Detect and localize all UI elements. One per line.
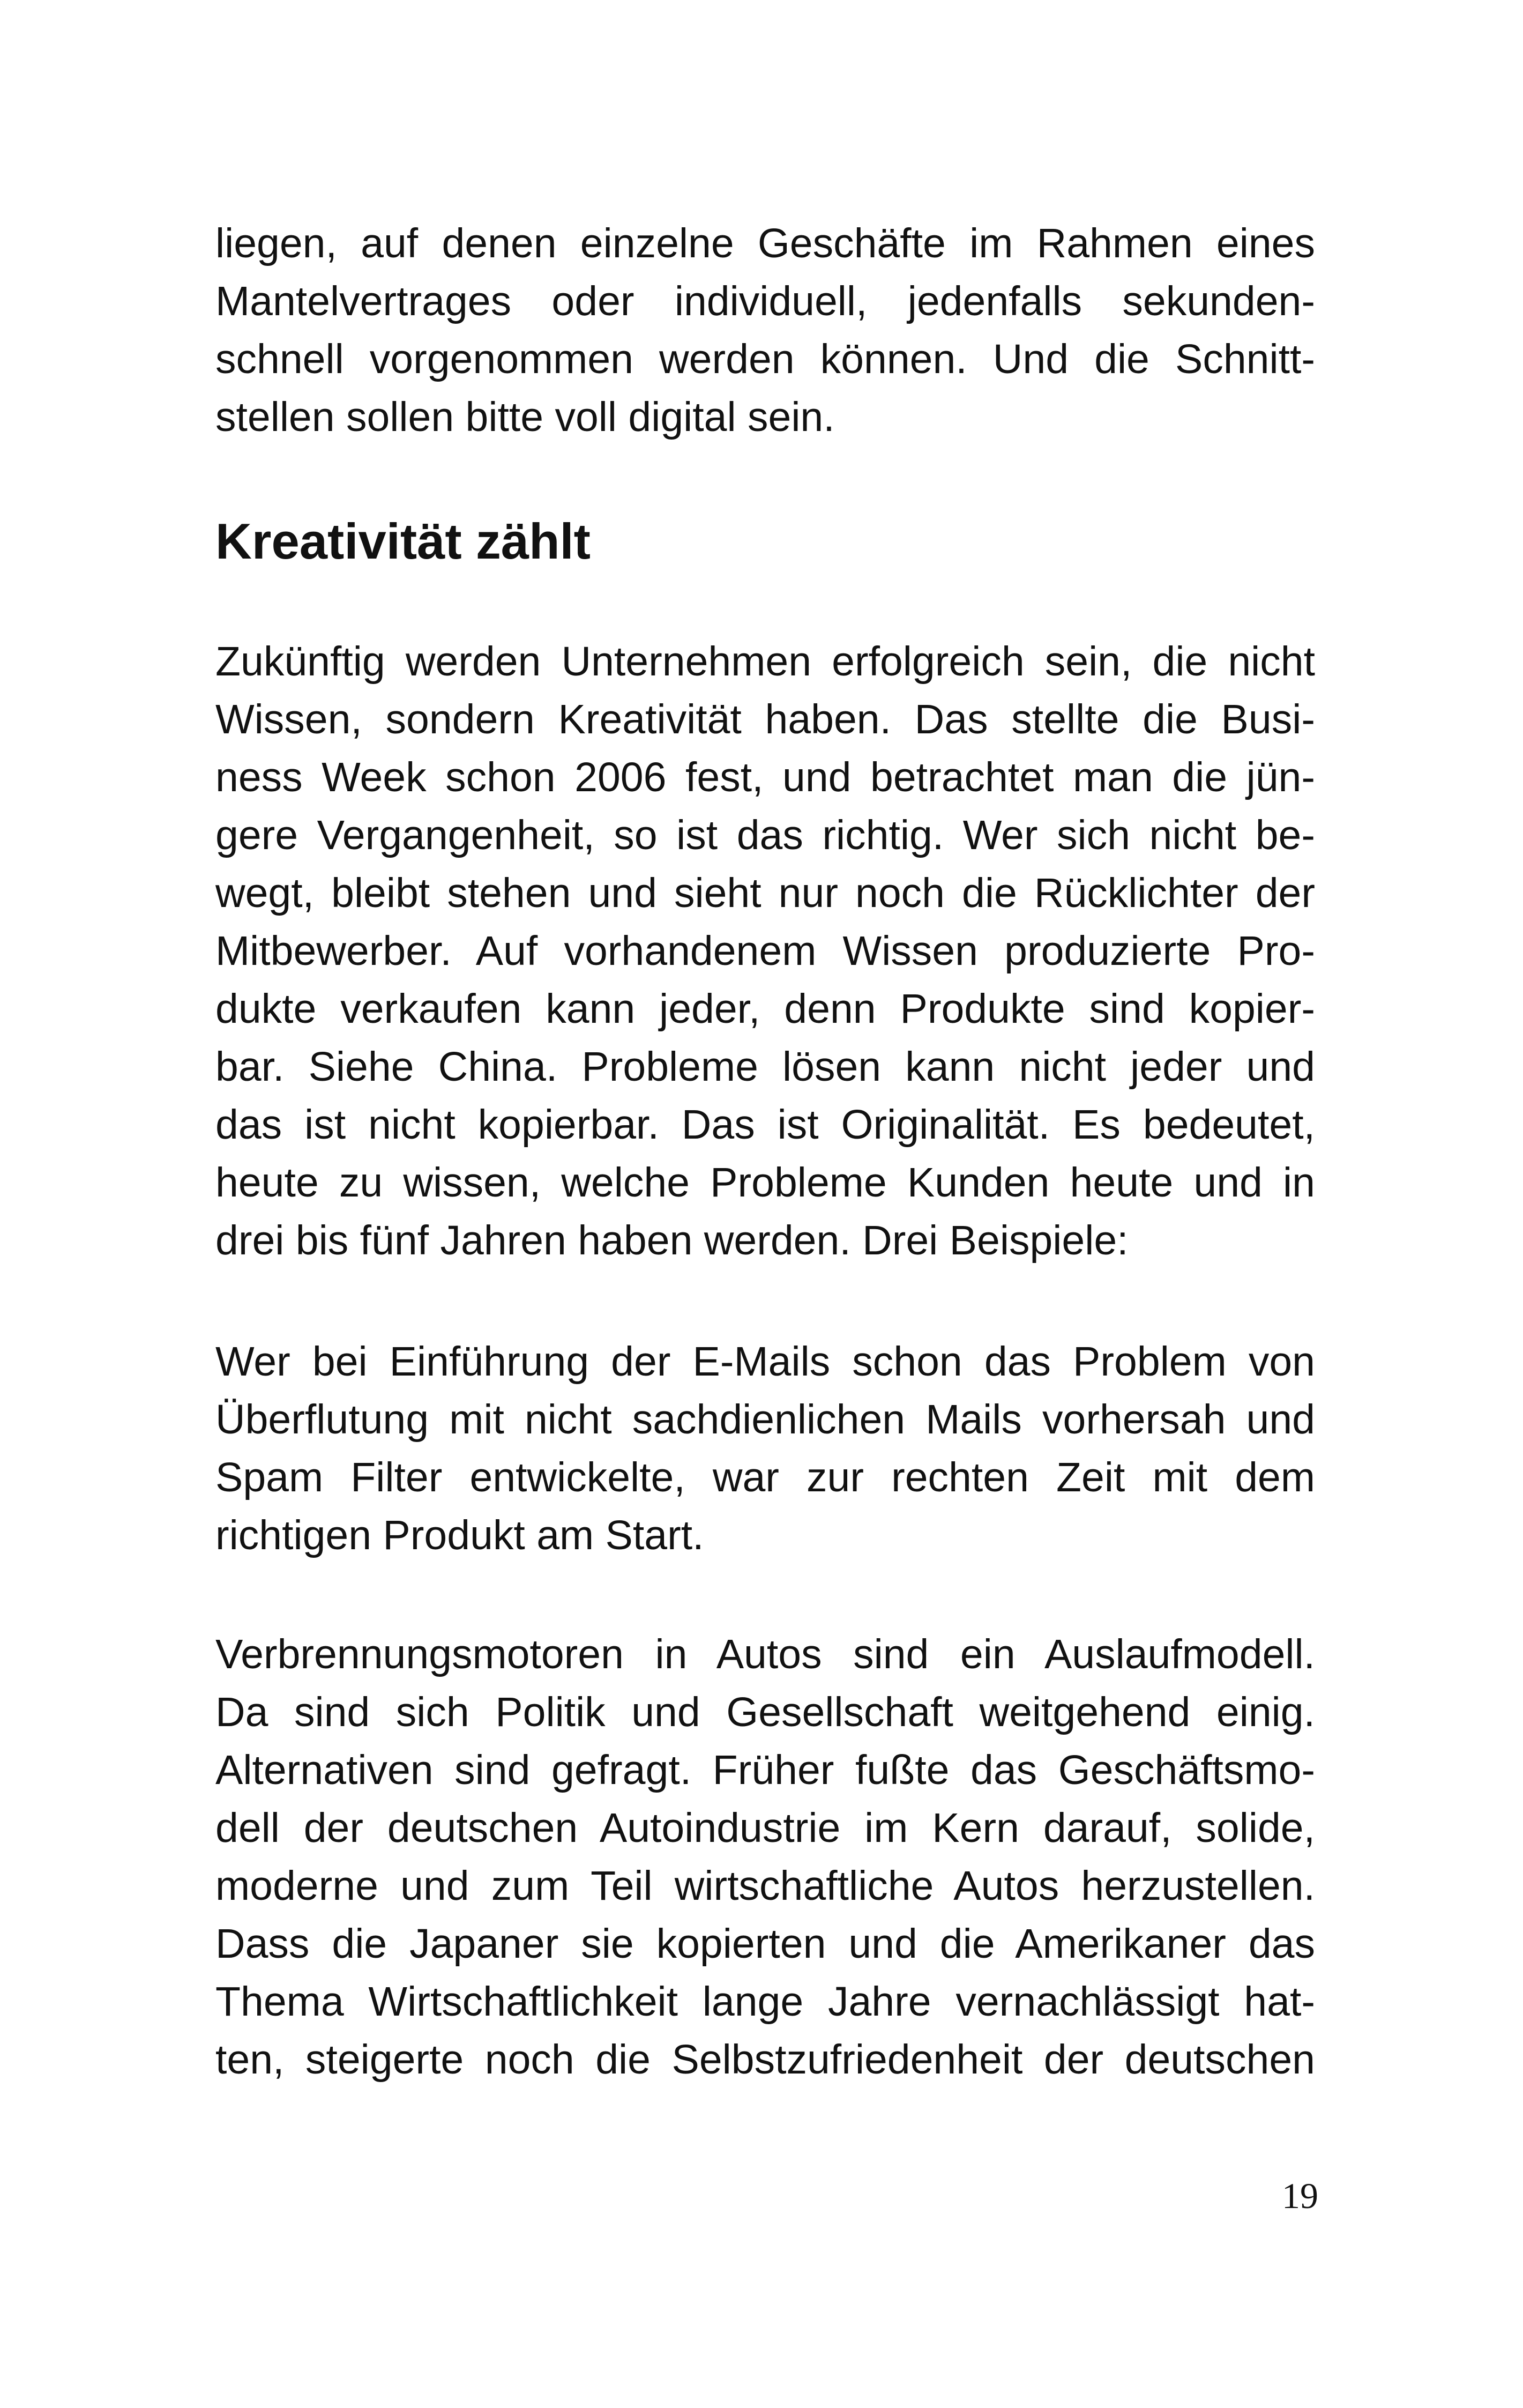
text-line: richtigen Produkt am Start. [215, 1512, 704, 1558]
text-line: bar. Siehe China. Probleme lösen kann nicht jeder und [215, 1044, 1315, 1090]
text-line: ten, steigerte noch die Selbstzufriedenheit der deutschen [215, 2037, 1315, 2083]
section-heading: Kreativität zählt [215, 513, 591, 569]
page-number: 19 [1282, 2175, 1318, 2216]
paragraph-email-example [215, 1333, 1315, 1564]
text-line: Mitbewerber. Auf vorhandenem Wissen produzierte Pro- [215, 928, 1315, 974]
text-line: Wer bei Einführung der E-Mails schon das Problem von [215, 1339, 1315, 1385]
text-line: liegen, auf denen einzelne Geschäfte im Rahmen eines [215, 220, 1315, 266]
text-line: gere Vergangenheit, so ist das richtig. Wer sich nicht be- [215, 812, 1315, 858]
text-line: drei bis fünf Jahren haben werden. Drei Beispiele: [215, 1217, 1129, 1264]
paragraph-auto-example [215, 1625, 1315, 2089]
text-line: Thema Wirtschaftlichkeit lange Jahre vernachlässigt hat- [215, 1979, 1315, 2025]
text-line: ness Week schon 2006 fest, und betrachtet man die jün- [215, 754, 1315, 800]
text-line: stellen sollen bitte voll digital sein. [215, 394, 835, 440]
text-line: Spam Filter entwickelte, war zur rechten Zeit mit dem [215, 1454, 1315, 1500]
text-line: Wissen, sondern Kreativität haben. Das stellte die Busi- [215, 696, 1315, 742]
text-line: Überflutung mit nicht sachdienlichen Mails vorhersah und [215, 1396, 1315, 1443]
text-line: das ist nicht kopierbar. Das ist Originalität. Es bedeutet, [215, 1102, 1315, 1148]
text-line: Dass die Japaner sie kopierten und die Amerikaner das [215, 1921, 1315, 1967]
paragraph-intro-continued [215, 214, 1315, 446]
text-line: dukte verkaufen kann jeder, denn Produkte sind kopier- [215, 986, 1315, 1032]
text-line: Mantelvertrages oder individuell, jedenfalls sekunden- [215, 278, 1315, 324]
text-line: Da sind sich Politik und Gesellschaft weitgehend einig. [215, 1689, 1315, 1735]
text-line: Alternativen sind gefragt. Früher fußte das Geschäftsmo- [215, 1747, 1315, 1793]
text-line: schnell vorgenommen werden können. Und die Schnitt- [215, 336, 1315, 382]
text-line: moderne und zum Teil wirtschaftliche Autos herzustellen. [215, 1863, 1315, 1909]
text-line: wegt, bleibt stehen und sieht nur noch die Rücklichter der [215, 870, 1315, 916]
paragraph-creativity [215, 633, 1315, 1269]
text-line: heute zu wissen, welche Probleme Kunden heute und in [215, 1160, 1315, 1206]
text-line: Zukünftig werden Unternehmen erfolgreich sein, die nicht [215, 638, 1315, 685]
text-line: Verbrennungsmotoren in Autos sind ein Auslaufmodell. [215, 1631, 1315, 1677]
text-line: dell der deutschen Autoindustrie im Kern darauf, solide, [215, 1805, 1315, 1851]
